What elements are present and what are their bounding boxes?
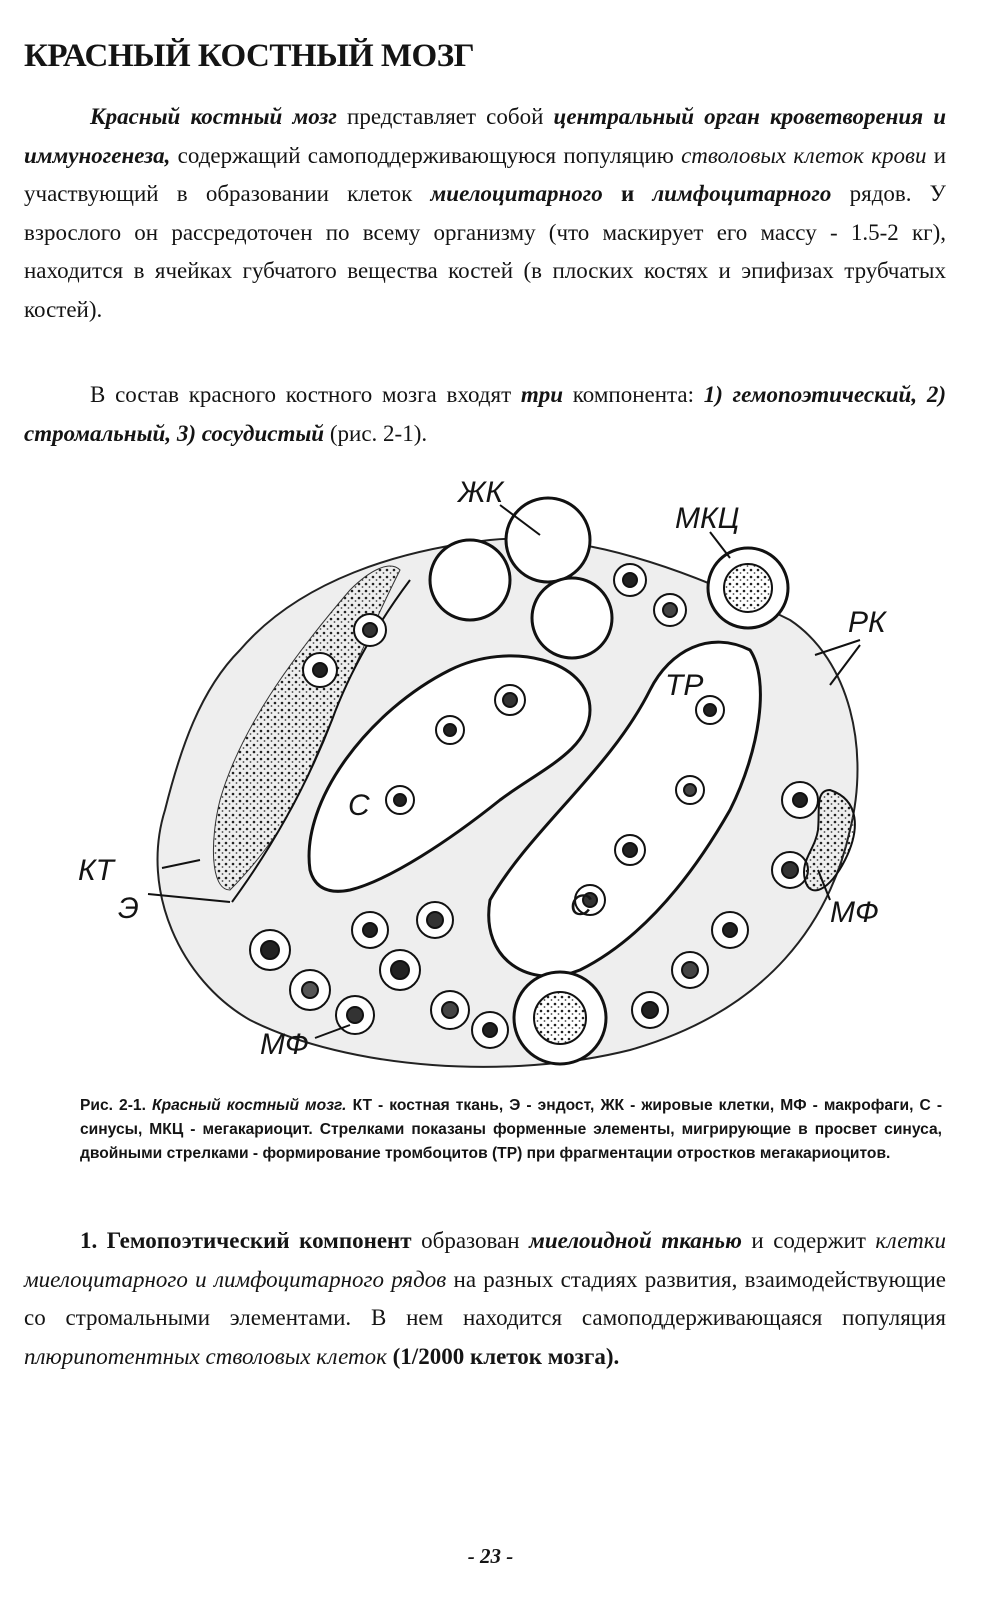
paragraph-intro [24, 98, 946, 330]
text-span: рядов. У взрослого он рассредоточен по всему организму (что маскирует его массу - 1.5-2 кг), находится в ячейках губчатого вещества костей (в плоских костях и эпифизах трубчатых костей). [24, 181, 946, 322]
label-zhk: ЖК [458, 476, 504, 509]
term-lymphocytic: лимфоцитарного [652, 181, 832, 207]
term-component-list: 1) гемопоэтический, 2) стромальный, 3) сосудистый [24, 382, 946, 446]
term-myelocytic: миелоцитарного [430, 181, 603, 207]
text-span: и участвующий в образовании клеток [24, 142, 947, 207]
term-myeloid-tissue: миелоидной тканью [529, 1228, 742, 1253]
text-span: и [602, 181, 653, 207]
text-span: представляет собой [336, 104, 554, 129]
megakaryocyte [708, 548, 788, 628]
text-span: компонента: [563, 382, 704, 407]
text-span: (1/2000 клеток мозга). [386, 1343, 620, 1369]
caption-text: КТ - костная ткань, Э - эндост, ЖК - жировые клетки, МФ - макрофаги, С - синусы, МКЦ - мегакариоцит. Стрелками показаны форменные элементы, мигрирующие в просвет синуса, двойными стрелками - формирование тромбоцитов (ТР) при фрагментации отростков мегакариоцитов. [80, 1097, 943, 1162]
term-red-marrow: Красный костный мозг [90, 104, 337, 129]
text-span: В нем находится самоподдерживающаяся популяция [370, 1305, 946, 1331]
section-heading-inline: 1. Гемопоэтический компонент [80, 1228, 412, 1253]
term-central-organ: центральный орган кроветворения и иммуногенеза, [24, 104, 946, 168]
term-stem-cells: стволовых клеток крови [681, 142, 927, 168]
label-rk: РК [848, 606, 886, 639]
label-kt: КТ [78, 854, 115, 887]
label-mkc: МКЦ [675, 502, 740, 535]
figure-red-bone-marrow [70, 470, 910, 1090]
label-sinus-1: С [348, 789, 370, 822]
caption-prefix: Рис. 2-1. [80, 1097, 152, 1114]
caption-italic: Красный костный мозг. [151, 1097, 347, 1114]
figure-drawing [70, 470, 910, 1090]
paragraph-components [24, 376, 946, 453]
paragraph-hematopoietic [24, 1222, 946, 1376]
term-three: три [520, 382, 564, 407]
label-mf-bottom: МФ [260, 1028, 309, 1061]
label-e: Э [118, 892, 139, 925]
label-sinus-2: С [570, 889, 592, 922]
text-span: образован [411, 1228, 530, 1253]
text-span: содержащий самоподдерживающуюся популяцию [170, 142, 682, 168]
text-span: и содержит [741, 1228, 876, 1253]
label-mf-right: МФ [830, 896, 879, 929]
label-tr: ТР [665, 669, 704, 702]
megakaryocyte-lower [514, 972, 606, 1064]
page-number: - 23 - [467, 1544, 514, 1568]
figure-caption [80, 1094, 942, 1166]
text-span: В состав красного костного мозга входят [90, 382, 521, 407]
term-pluripotent: плюрипотентных стволовых клеток [24, 1343, 387, 1369]
text-span: на разных стадиях развития, взаимодействующие со стромальными элементами. [24, 1266, 946, 1331]
page-title: КРАСНЫЙ КОСТНЫЙ МОЗГ [24, 38, 475, 74]
term-cell-lines: клетки миелоцитарного и лимфоцитарного рядов [24, 1228, 947, 1292]
text-span: (рис. 2-1). [324, 420, 428, 446]
